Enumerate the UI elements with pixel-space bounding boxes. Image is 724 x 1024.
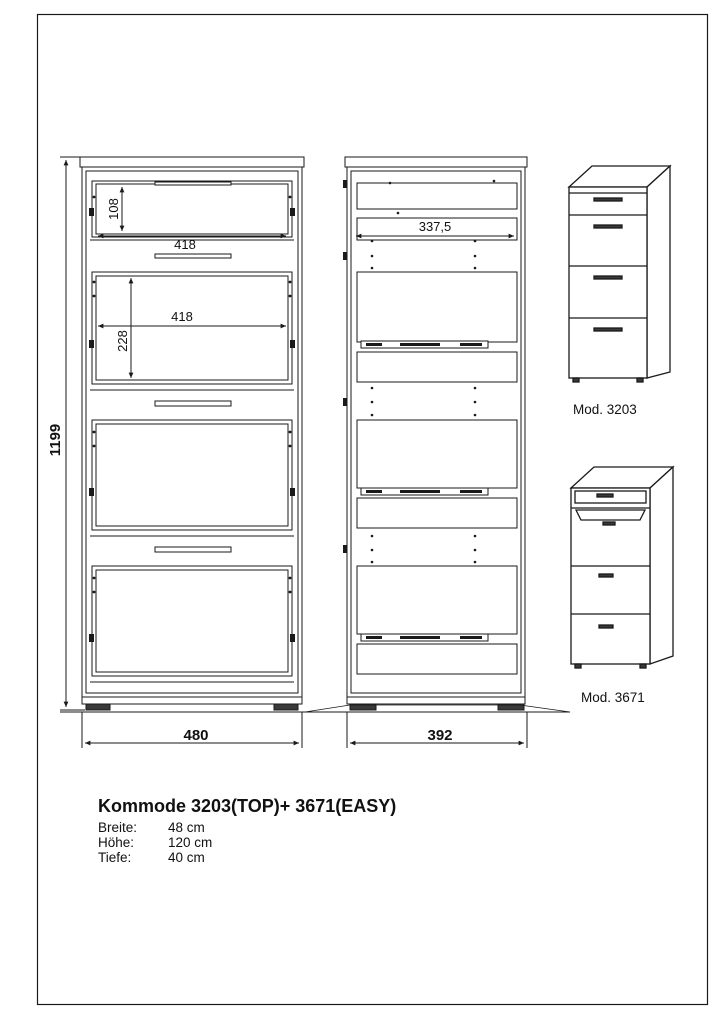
dim-height-label: 1199	[47, 423, 64, 457]
foot	[274, 704, 298, 710]
spec-label: Tiefe:	[98, 850, 132, 865]
product-title: Kommode 3203(TOP)+ 3671(EASY)	[98, 796, 397, 816]
dim-drawer-height-label: 108	[106, 198, 121, 220]
spec-value: 40 cm	[168, 850, 205, 865]
model-3203-illustration	[569, 166, 670, 382]
dim-depth-label: 392	[427, 727, 453, 744]
spec-value: 120 cm	[168, 835, 213, 850]
overall-dimensions	[60, 157, 570, 748]
dim-drawer-width-top-label: 418	[174, 237, 196, 252]
spec-value: 48 cm	[168, 820, 205, 835]
spec-row-depth	[98, 850, 205, 865]
model-3203-label: Mod. 3203	[573, 402, 637, 417]
spec-label: Breite:	[98, 820, 138, 835]
spec-row-width	[98, 820, 205, 835]
model-3671-illustration	[571, 467, 673, 668]
spec-label: Höhe:	[98, 835, 135, 850]
side-view	[343, 157, 527, 710]
dim-side-depth-label: 337,5	[418, 219, 452, 234]
spec-row-height	[98, 835, 212, 850]
model-3671-label: Mod. 3671	[581, 690, 645, 705]
dim-drawer-width-second-label: 418	[171, 309, 193, 324]
foot	[86, 704, 110, 710]
dim-drawer-second-height-label: 228	[115, 330, 130, 352]
dim-width-label: 480	[183, 727, 209, 744]
